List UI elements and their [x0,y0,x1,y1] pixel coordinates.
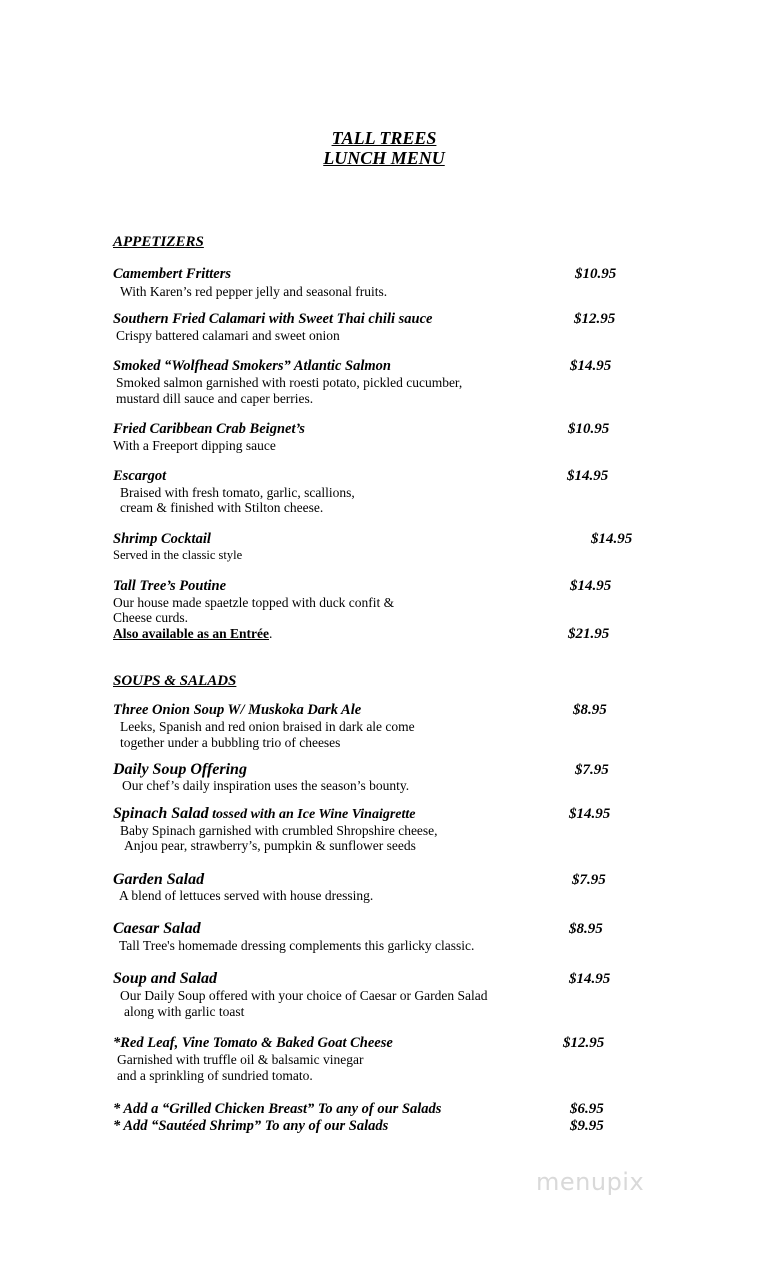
item-price: $14.95 [570,578,612,594]
item-description: Our Daily Soup offered with your choice of Caesar or Garden Salad [120,988,488,1003]
item-name: Three Onion Soup W/ Muskoka Dark Ale [113,702,362,718]
item-description: A blend of lettuces served with house dressing. [119,888,374,903]
item-price: $8.95 [569,921,603,937]
item-description: together under a bubbling trio of cheeses [120,735,341,750]
item-price: $14.95 [567,468,609,484]
item-name-suffix: tossed with an Ice Wine Vinaigrette [208,807,416,822]
item-name: Soup and Salad [113,970,218,987]
menu-title-line2: LUNCH MENU [323,148,445,168]
item-price: $10.95 [575,266,617,282]
item-name: Tall Tree’s Poutine [113,578,227,594]
item-name [113,805,416,823]
item-price: $14.95 [591,531,633,547]
item-name: Shrimp Cocktail [113,531,211,547]
item-name: Caesar Salad [113,920,201,937]
item-price: $7.95 [575,762,609,778]
item-description: Baby Spinach garnished with crumbled Shropshire cheese, [120,823,438,838]
item-name: Camembert Fritters [113,266,232,282]
item-price: $14.95 [569,971,611,987]
item-name: Smoked “Wolfhead Smokers” Atlantic Salmon [113,358,391,374]
entree-note-period: . [269,626,273,641]
item-price: $14.95 [570,358,612,374]
item-description: With a Freeport dipping sauce [113,438,276,453]
item-price: $7.95 [572,872,606,888]
item-name: Garden Salad [113,871,205,888]
item-name: Daily Soup Offering [113,761,247,778]
item-name: Southern Fried Calamari with Sweet Thai chili sauce [113,311,433,327]
item-price: $10.95 [568,421,610,437]
item-description: Our chef’s daily inspiration uses the season’s bounty. [122,778,410,793]
item-name: *Red Leaf, Vine Tomato & Baked Goat Cheese [113,1035,393,1051]
entree-note-text: Also available as an Entrée [113,626,270,641]
watermark-logo: menupix [536,1168,645,1196]
item-description: Smoked salmon garnished with roesti potato, pickled cucumber, [116,375,463,390]
item-price: $12.95 [563,1035,605,1051]
entree-price: $21.95 [568,626,610,642]
item-description: Anjou pear, strawberry’s, pumpkin & sunflower seeds [124,838,416,853]
item-name: Escargot [113,468,167,484]
addon-shrimp-price: $9.95 [570,1118,604,1134]
menu-title-line1: TALL TREES [331,128,437,148]
section-heading-soups-salads: SOUPS & SALADS [113,673,237,689]
addon-chicken: * Add a “Grilled Chicken Breast” To any of our Salads [113,1101,442,1117]
item-price: $14.95 [569,806,611,822]
item-description: mustard dill sauce and caper berries. [116,391,314,406]
item-description: Garnished with truffle oil & balsamic vinegar [117,1052,364,1067]
item-description: cream & finished with Stilton cheese. [120,500,324,515]
item-price: $8.95 [573,702,607,718]
item-description: Served in the classic style [113,548,243,562]
item-description: Crispy battered calamari and sweet onion [116,328,340,343]
item-description: Tall Tree's homemade dressing complements this garlicky classic. [119,938,475,953]
addon-chicken-price: $6.95 [570,1101,604,1117]
item-description: Our house made spaetzle topped with duck confit & [113,595,395,610]
item-description: Leeks, Spanish and red onion braised in dark ale come [120,719,415,734]
addon-shrimp: * Add “Sautéed Shrimp” To any of our Salads [113,1118,389,1134]
item-name: Fried Caribbean Crab Beignet’s [113,421,305,437]
entree-note [113,626,272,642]
item-description: With Karen’s red pepper jelly and seasonal fruits. [120,284,388,299]
item-description: Braised with fresh tomato, garlic, scallions, [120,485,355,500]
item-description: Cheese curds. [113,610,188,625]
item-description: and a sprinkling of sundried tomato. [117,1068,313,1083]
item-name-main: Spinach Salad [113,805,209,822]
item-description: along with garlic toast [124,1004,245,1019]
item-price: $12.95 [574,311,616,327]
section-heading-appetizers: APPETIZERS [113,234,204,250]
